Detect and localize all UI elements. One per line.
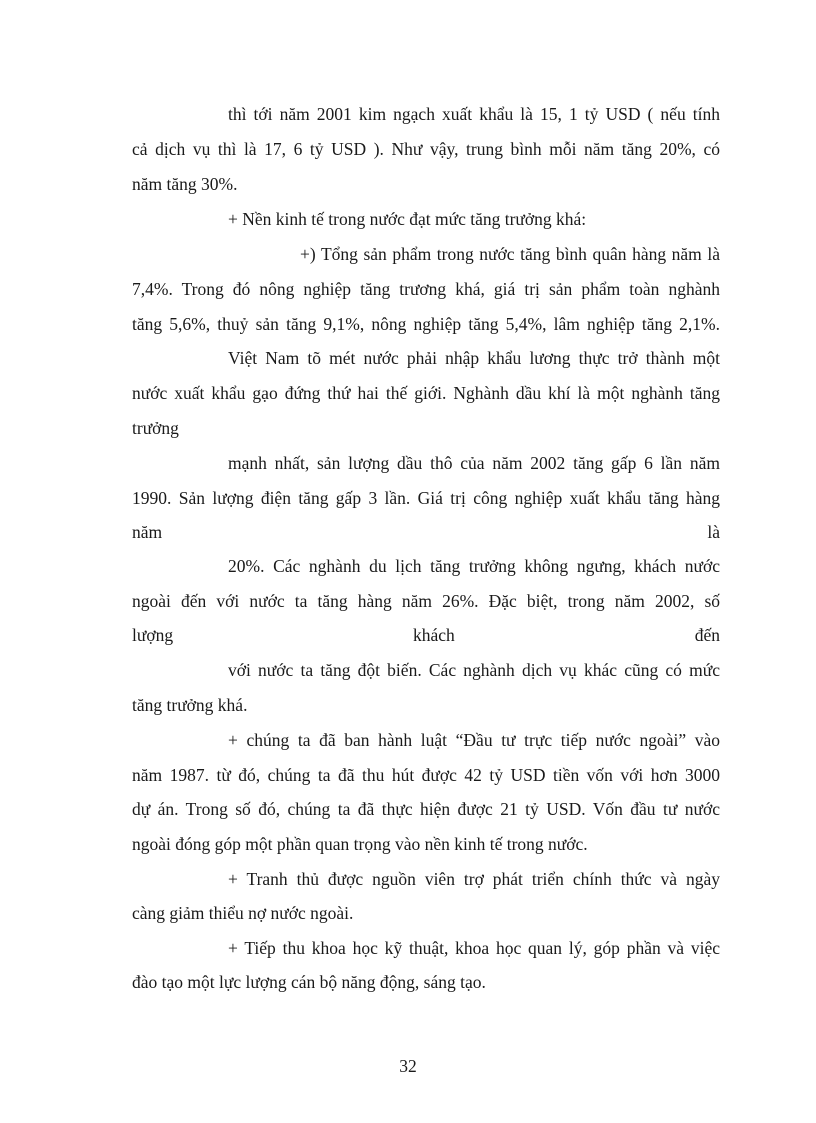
text-line: càng giảm thiểu nợ nước ngoài. bbox=[132, 903, 354, 923]
text-line: ngoài đến với nước ta tăng hàng năm 26%. Đặc biệt, trong năm 2002, số bbox=[132, 591, 720, 611]
text-line: + Tranh thủ được nguồn viên trợ phát triển chính thức và ngày bbox=[228, 869, 720, 889]
text-line: 20%. Các nghành du lịch tăng trưởng không ngưng, khách nước bbox=[228, 556, 720, 576]
text-line: cả dịch vụ thì là 17, 6 tỷ USD ). Như vậy, trung bình mỗi năm tăng 20%, có bbox=[132, 139, 720, 159]
text-line: 7,4%. Trong đó nông nghiệp tăng trương khá, giá trị sản phẩm toàn nghành bbox=[132, 279, 720, 299]
bullet-heading: + Nền kinh tế trong nước đạt mức tăng trưởng khá: bbox=[228, 209, 587, 229]
text-line: + Tiếp thu khoa học kỹ thuật, khoa học quan lý, góp phần và việc bbox=[228, 938, 720, 958]
text-line: đào tạo một lực lượng cán bộ năng động, sáng tạo. bbox=[132, 972, 486, 992]
text-line: thì tới năm 2001 kim ngạch xuất khẩu là 15, 1 tỷ USD ( nếu tính bbox=[228, 104, 720, 124]
text-line: mạnh nhất, sản lượng dầu thô của năm 2002 tăng gấp 6 lần năm bbox=[228, 453, 720, 473]
text-line: ngoài đóng góp một phần quan trọng vào nền kinh tế trong nước. bbox=[132, 834, 588, 854]
text-line: 1990. Sản lượng điện tăng gấp 3 lần. Giá trị công nghiệp xuất khẩu tăng hàng bbox=[132, 488, 720, 508]
text-line: +) Tổng sản phẩm trong nước tăng bình quân hàng năm là bbox=[300, 244, 720, 264]
text-line: với nước ta tăng đột biến. Các nghành dịch vụ khác cũng có mức bbox=[228, 660, 720, 680]
text-line: + chúng ta đã ban hành luật “Đầu tư trực tiếp nước ngoài” vào bbox=[228, 730, 720, 750]
text-line: năm tăng 30%. bbox=[132, 174, 238, 194]
text-line: tăng trưởng khá. bbox=[132, 695, 248, 715]
text-line: dự án. Trong số đó, chúng ta đã thực hiện được 21 tỷ USD. Vốn đầu tư nước bbox=[132, 799, 720, 819]
page-number: 32 bbox=[399, 1056, 417, 1076]
text-line: lượng khách đến bbox=[132, 625, 720, 645]
text-line: trưởng bbox=[132, 418, 179, 438]
text-line: năm 1987. từ đó, chúng ta đã thu hút được 42 tỷ USD tiền vốn với hơn 3000 bbox=[132, 765, 720, 785]
text-line: tăng 5,6%, thuỷ sản tăng 9,1%, nông nghiệp tăng 5,4%, lâm nghiệp tăng 2,1%. bbox=[132, 314, 720, 334]
text-line: năm là bbox=[132, 522, 720, 542]
text-line: nước xuất khẩu gạo đứng thứ hai thế giới. Nghành dầu khí là một nghành tăng bbox=[132, 383, 720, 403]
text-line: Việt Nam tõ mét nước phải nhập khẩu lương thực trở thành một bbox=[228, 348, 720, 368]
